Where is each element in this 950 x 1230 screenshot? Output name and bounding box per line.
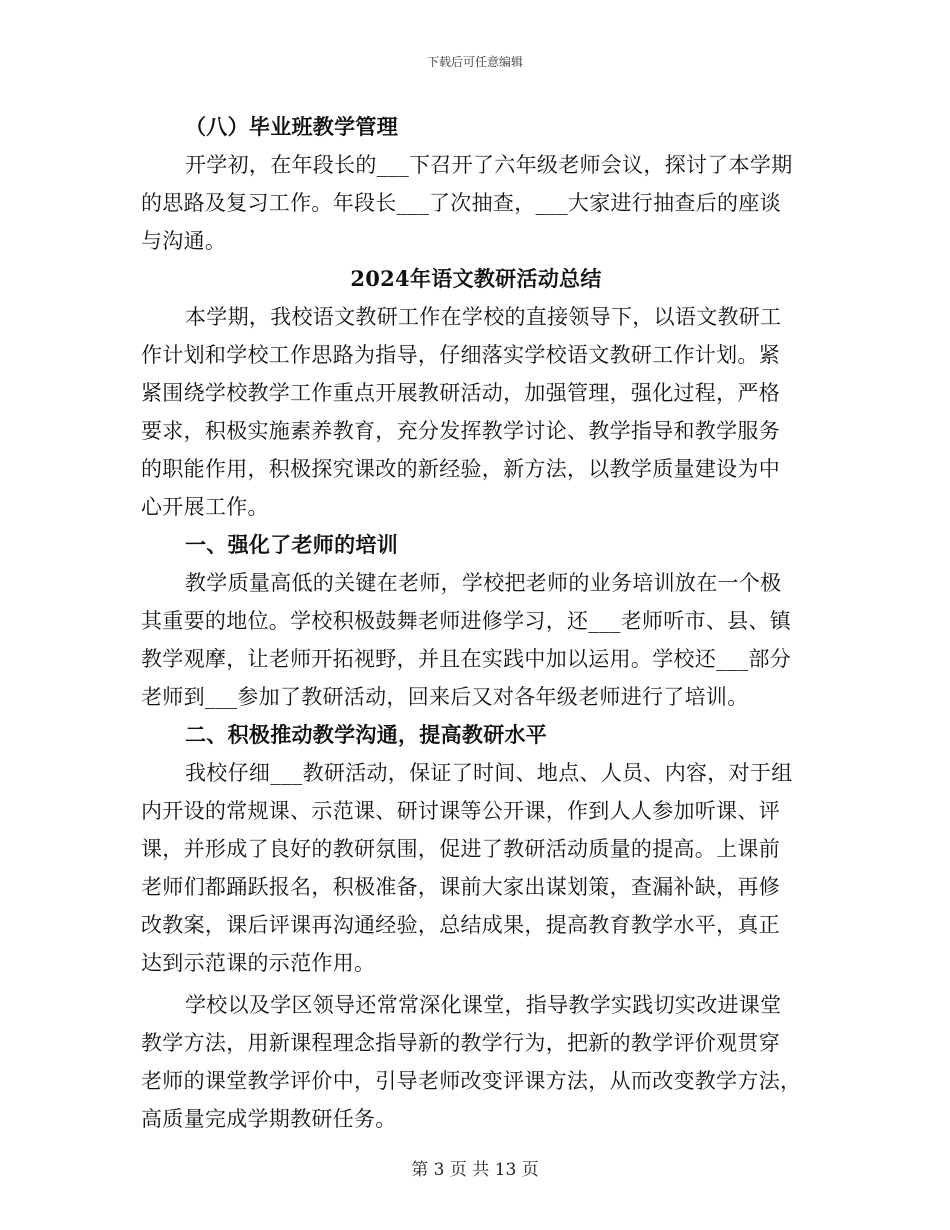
- paragraph-first-line: 教学质量高低的关键在老师，学校把老师的业务培训放在一个极: [185, 571, 782, 595]
- paragraph-line: 老师们都踊跃报名，积极准备，课前大家出谋划策，查漏补缺，再修: [141, 875, 780, 899]
- paragraph-first-line: 本学期，我校语文教研工作在学校的直接领导下，以语文教研工: [185, 305, 782, 329]
- paragraph-line: 教学观摩，让老师开拓视野，并且在实践中加以运用。学校还___部分: [141, 647, 792, 671]
- paragraph-line: 心开展工作。: [141, 495, 269, 519]
- paragraph-line: 的职能作用，积极探究课改的新经验，新方法，以教学质量建设为中: [141, 457, 780, 481]
- section-heading: （八）毕业班教学管理: [185, 114, 398, 139]
- section-heading: 一、强化了老师的培训: [185, 532, 398, 557]
- page-footer: 第 3 页 共 13 页: [411, 1160, 539, 1180]
- paragraph-line: 内开设的常规课、示范课、研讨课等公开课，作到人人参加听课、评: [141, 799, 780, 823]
- page-header: 下载后可任意编辑: [426, 55, 523, 69]
- paragraph-line: 高质量完成学期教研任务。: [141, 1107, 397, 1131]
- document-title: 2024年语文教研活动总结: [350, 266, 602, 291]
- paragraph-line: 老师的课堂教学评价中，引导老师改变评课方法，从而改变教学方法，: [141, 1069, 802, 1093]
- paragraph-first-line: 开学初，在年段长的___下召开了六年级老师会议，探讨了本学期: [185, 153, 793, 177]
- paragraph-line: 老师到___参加了教研活动，回来后又对各年级老师进行了培训。: [141, 685, 749, 709]
- paragraph-line: 与沟通。: [141, 229, 227, 253]
- paragraph-line: 其重要的地位。学校积极鼓舞老师进修学习，还___老师听市、县、镇: [141, 609, 792, 633]
- paragraph-line: 教学方法，用新课程理念指导新的教学行为，把新的教学评价观贯穿: [141, 1031, 780, 1055]
- paragraph-line: 课，并形成了良好的教研氛围，促进了教研活动质量的提高。上课前: [141, 837, 780, 861]
- section-heading: 二、积极推动教学沟通，提高教研水平: [185, 722, 548, 747]
- paragraph-line: 达到示范课的示范作用。: [141, 951, 376, 975]
- paragraph-line: 改教案，课后评课再沟通经验，总结成果，提高教育教学水平，真正: [141, 913, 780, 937]
- paragraph-line: 作计划和学校工作思路为指导，仔细落实学校语文教研工作计划。紧: [141, 343, 780, 367]
- paragraph-first-line: 我校仔细___教研活动，保证了时间、地点、人员、内容，对于组: [185, 761, 793, 785]
- paragraph-line: 要求，积极实施素养教育，充分发挥教学讨论、教学指导和教学服务: [141, 419, 780, 443]
- paragraph-line: 的思路及复习工作。年段长___了次抽查，___大家进行抽查后的座谈: [141, 191, 781, 215]
- paragraph-line: 紧围绕学校教学工作重点开展教研活动，加强管理，强化过程，严格: [141, 381, 780, 405]
- document-body: [141, 108, 811, 1138]
- paragraph-first-line: 学校以及学区领导还常常深化课堂，指导教学实践切实改进课堂: [185, 993, 782, 1017]
